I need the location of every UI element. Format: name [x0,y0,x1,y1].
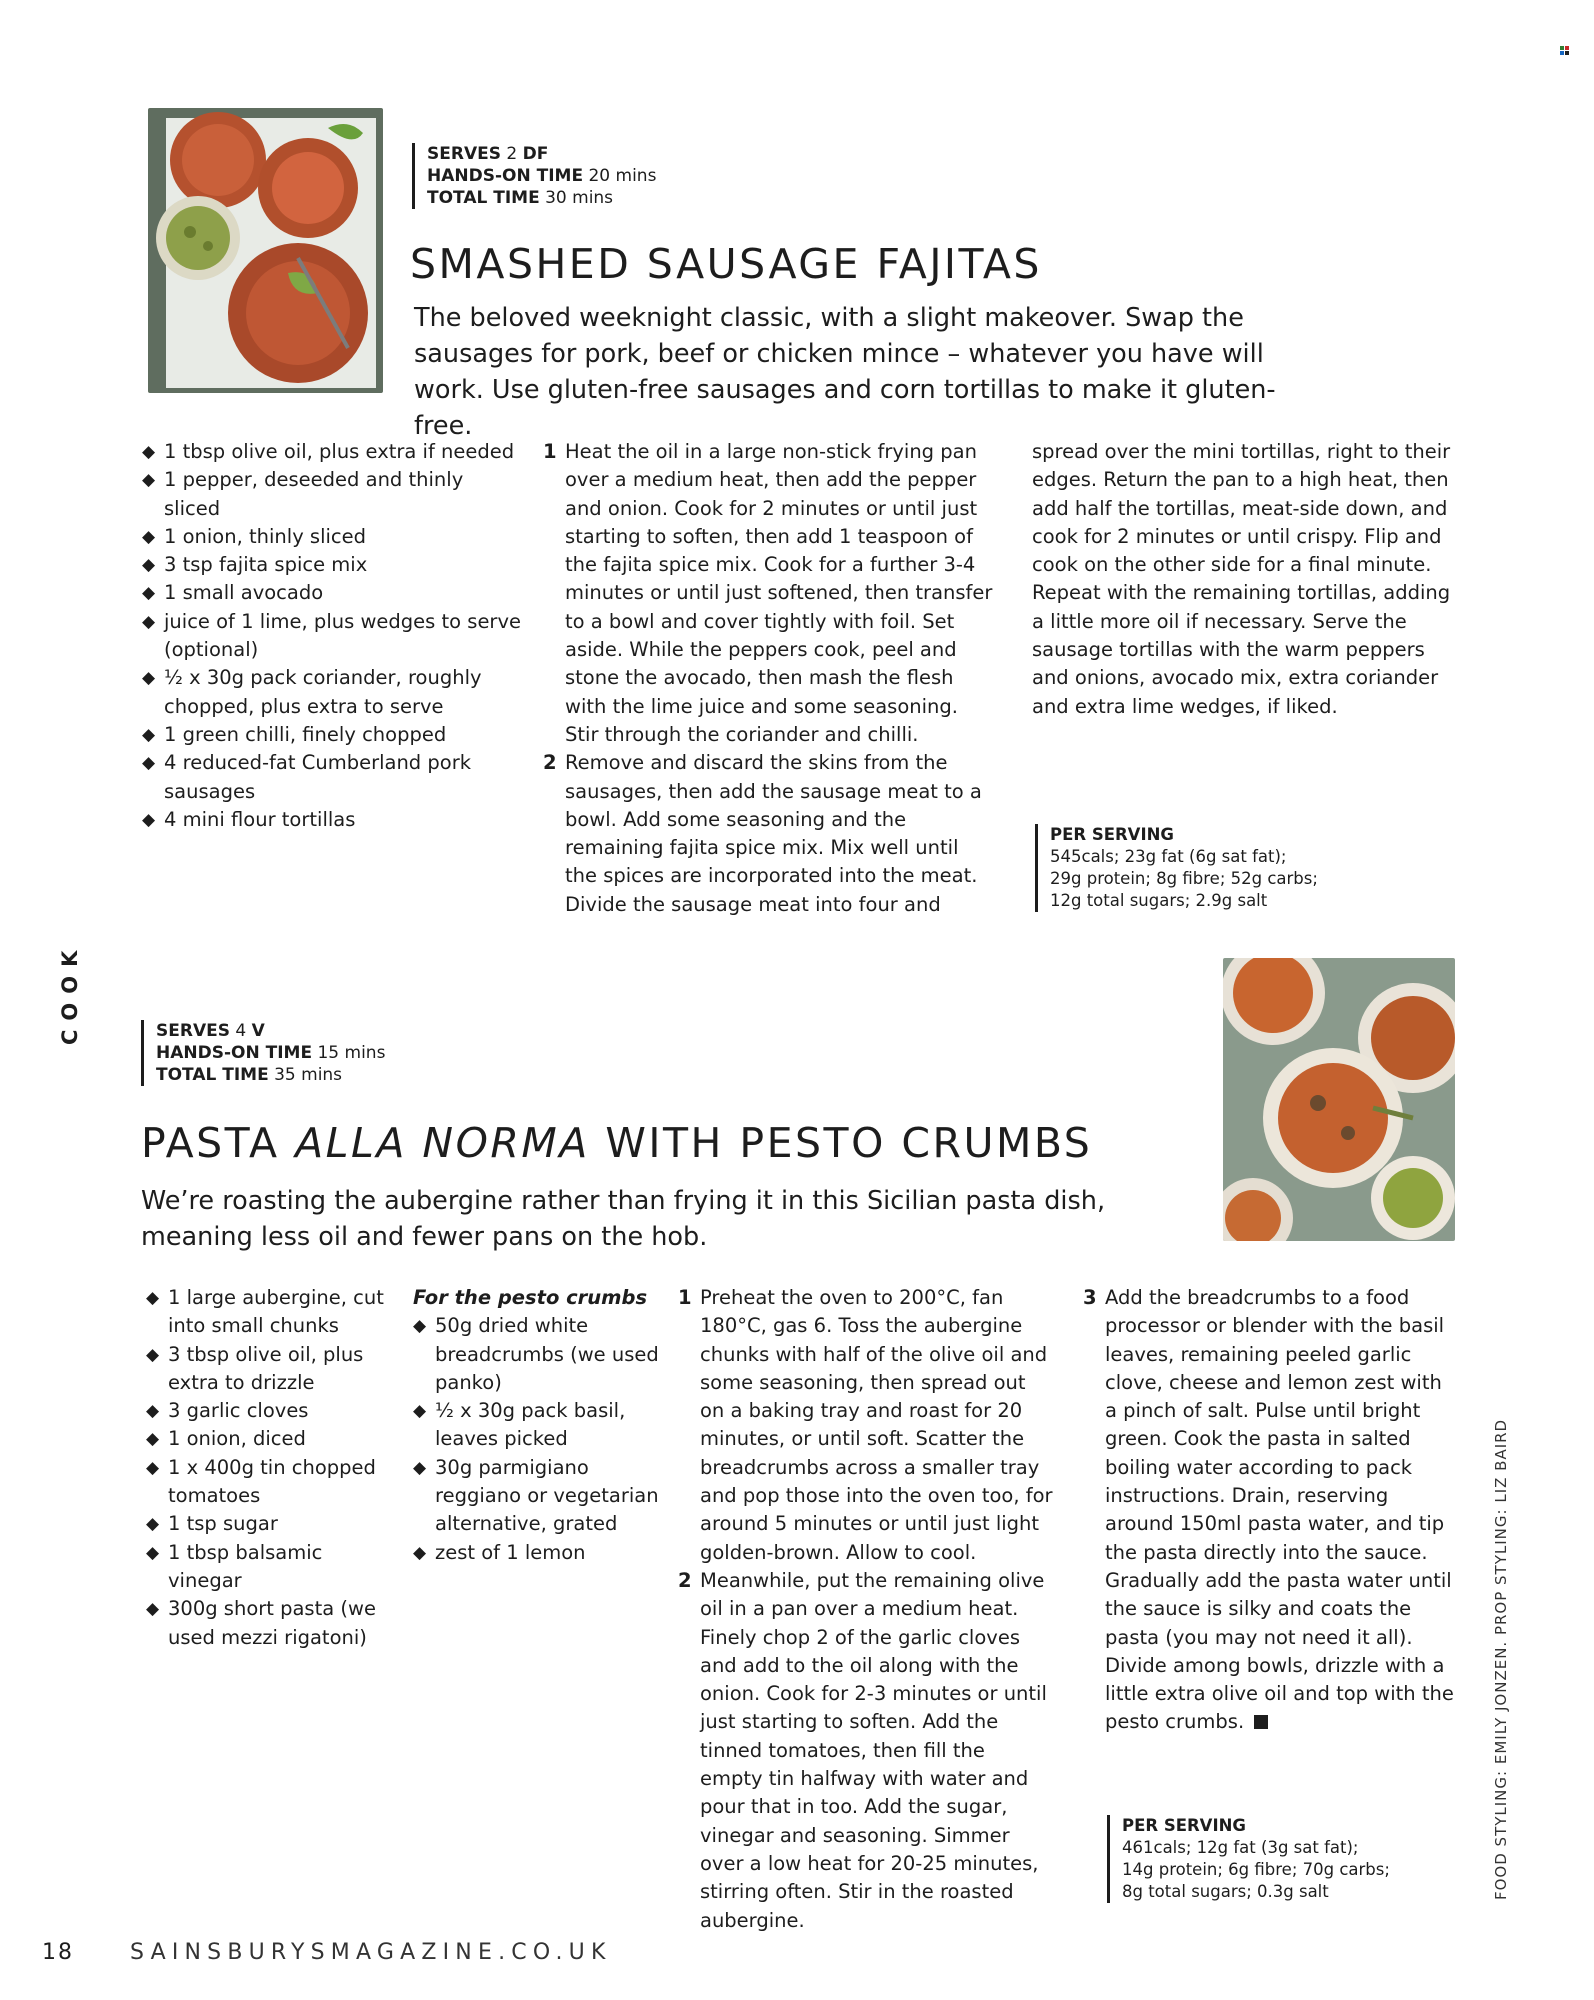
step-number: 1 [543,440,557,463]
recipe1-nutrition [1035,824,1318,912]
ingredient-item: ◆ 4 reduced-fat Cumberland pork sausages [142,749,522,806]
recipe1-meta [412,143,656,209]
crumbs-heading: For the pesto crumbs [413,1286,648,1309]
nutrition-label: PER SERVING [1050,825,1174,844]
hands-on-label: HANDS-ON TIME [427,166,584,186]
ingredient-item: ◆ zest of 1 lemon [413,1539,663,1567]
nutrition-line: 545cals; 23g fat (6g sat fat); [1050,847,1287,866]
total-time-value: 35 mins [274,1065,343,1085]
pasta-photo [1223,958,1455,1241]
step-text: Remove and discard the skins from the sausages, then add the sausage meat to a bowl. Add some seasoning and the remaining fajita spice mix. Mix well until the spices are incorporated into the meat. Divide the sausage meat into four and [565,751,982,916]
step-number: 2 [543,751,557,775]
corner-mark-icon [1560,40,1569,49]
total-time-label: TOTAL TIME [427,188,540,208]
nutrition-line: 29g protein; 8g fibre; 52g carbs; [1050,869,1318,888]
diet-tag: V [251,1021,265,1041]
ingredient-item: ◆ 3 tsp fajita spice mix [142,551,522,579]
ingredient-item: ◆ 3 tbsp olive oil, plus extra to drizzle [146,1341,386,1398]
method-step [543,749,993,919]
serves-label: SERVES [156,1021,230,1041]
method-step [1083,1284,1458,1737]
recipe2-method [678,1284,1053,1935]
ingredient-item: ◆ 3 garlic cloves [146,1397,386,1425]
recipe1-method [543,438,993,919]
page-number: 18 [42,1940,74,1965]
recipe1-intro: The beloved weeknight classic, with a slight makeover. Swap the sausages for pork, beef or chicken mince – whatever you have will work. Use gluten-free sausages and corn tortillas to make it gluten-free. [414,303,1276,441]
method-step [678,1284,1053,1567]
ingredient-item: ◆ ½ x 30g pack coriander, roughly chopped, plus extra to serve [142,664,522,721]
total-time-label: TOTAL TIME [156,1065,269,1085]
step-text: Heat the oil in a large non-stick frying pan over a medium heat, then add the pepper and onion. Cook for 2 minutes or until just starting to soften, then add 1 teaspoon of the fajita spice mix. Cook for a further 3-4 minutes or until just softened, then transfer to a bowl and cover tightly with foil. Set aside. While the peppers cook, peel and stone the avocado, then mash the flesh with the lime juice and some seasoning. Stir through the coriander and chilli. [565,440,993,746]
hands-on-value: 20 mins [588,166,657,186]
ingredient-item: ◆ 1 tsp sugar [146,1510,386,1538]
ingredient-item: ◆ 50g dried white breadcrumbs (we used panko) [413,1312,663,1397]
title-part-2: WITH PESTO CRUMBS [589,1119,1093,1167]
serves-label: SERVES [427,144,501,164]
ingredient-item: ◆ 1 x 400g tin chopped tomatoes [146,1454,386,1511]
recipe1-title: SMASHED SAUSAGE FAJITAS [410,240,1042,288]
website: SAINSBURYSMAGAZINE.CO.UK [130,1940,612,1965]
serves-value: 4 [235,1021,247,1041]
end-mark-icon [1254,1715,1268,1729]
step-text: Preheat the oven to 200°C, fan 180°C, gas 6. Toss the aubergine chunks with half of the olive oil and some seasoning, then spread out on a baking tray and roast for 20 minutes, or until soft. Scatter the breadcrumbs across a smaller tray and pop those into the oven too, for around 5 minutes or until just light golden-brown. Allow to cool. [700,1286,1053,1564]
section-label: COOK [58,941,82,1045]
ingredient-item: ◆ ½ x 30g pack basil, leaves picked [413,1397,663,1454]
step-number: 2 [678,1568,692,1592]
ingredient-item: ◆ 1 small avocado [142,579,522,607]
serves-value: 2 [506,144,518,164]
step-text: Add the breadcrumbs to a food processor or blender with the basil leaves, remaining peeled garlic clove, cheese and lemon zest with a pinch of salt. Pulse until bright green. Cook the pasta in salted boiling water according to pack instructions. Drain, reserving around 150ml pasta water, and tip the pasta directly into the sauce. Gradually add the pasta water until the sauce is silky and coats the pasta (you may not need it all). Divide among bowls, drizzle with a little extra olive oil and top with the pesto crumbs. [1105,1286,1454,1734]
photo-credits: FOOD STYLING: EMILY JONZEN. PROP STYLING: LIZ BAIRD [1492,1418,1510,1900]
ingredient-item: ◆ 4 mini flour tortillas [142,806,522,834]
ingredient-item: ◆ 1 onion, diced [146,1425,386,1453]
title-italic: ALLA NORMA [295,1119,590,1167]
fajitas-photo [148,108,383,393]
recipe1-ingredients [142,438,522,834]
ingredient-item: ◆ 1 pepper, deseeded and thinly sliced [142,466,522,523]
method-step [678,1567,1053,1935]
diet-tag: DF [522,144,549,164]
recipe1-method-continued: spread over the mini tortillas, right to their edges. Return the pan to a high heat, then add half the tortillas, meat-side down, and cook for 2 minutes or until crispy. Flip and cook on the other side for a final minute. Repeat with the remaining tortillas, adding a little more oil if necessary. Serve the sausage tortillas with the warm peppers and onions, avocado mix, extra coriander and extra lime wedges, if liked. [1032,440,1451,718]
recipe2-crumbs [413,1284,663,1567]
ingredient-item: ◆ 1 onion, thinly sliced [142,523,522,551]
recipe2-meta [141,1020,385,1086]
ingredient-item: ◆ 300g short pasta (we used mezzi rigatoni) [146,1595,386,1652]
ingredient-item: ◆ 1 tbsp olive oil, plus extra if needed [142,438,522,466]
hands-on-value: 15 mins [317,1043,386,1063]
ingredient-item: ◆ 1 large aubergine, cut into small chunks [146,1284,386,1341]
ingredient-item: ◆ juice of 1 lime, plus wedges to serve (optional) [142,608,522,665]
recipe2-method-continued [1083,1284,1458,1737]
step-number: 1 [678,1286,692,1309]
hands-on-label: HANDS-ON TIME [156,1043,313,1063]
total-time-value: 30 mins [545,188,614,208]
method-step [543,438,993,749]
nutrition-line: 461cals; 12g fat (3g sat fat); [1122,1838,1359,1857]
title-part-1: PASTA [141,1119,296,1167]
ingredient-item: ◆ 1 tbsp balsamic vinegar [146,1539,386,1596]
recipe2-nutrition [1107,1815,1390,1903]
ingredient-item: ◆ 1 green chilli, finely chopped [142,721,522,749]
nutrition-label: PER SERVING [1122,1816,1246,1835]
recipe2-ingredients [146,1284,386,1652]
step-number: 3 [1083,1286,1097,1309]
ingredient-item: ◆ 30g parmigiano reggiano or vegetarian alternative, grated [413,1454,663,1539]
nutrition-line: 12g total sugars; 2.9g salt [1050,891,1268,910]
nutrition-line: 8g total sugars; 0.3g salt [1122,1882,1329,1901]
recipe2-title [141,1119,1092,1167]
step-text: Meanwhile, put the remaining olive oil in a pan over a medium heat. Finely chop 2 of the garlic cloves and add to the oil along with the onion. Cook for 2-3 minutes or until just starting to soften. Add the tinned tomatoes, then fill the empty tin halfway with water and pour that in too. Add the sugar, vinegar and seasoning. Simmer over a low heat for 20-25 minutes, stirring often. Stir in the roasted aubergine. [700,1568,1047,1932]
recipe2-intro: We’re roasting the aubergine rather than frying it in this Sicilian pasta dish, meaning less oil and fewer pans on the hob. [141,1186,1106,1252]
nutrition-line: 14g protein; 6g fibre; 70g carbs; [1122,1860,1390,1879]
